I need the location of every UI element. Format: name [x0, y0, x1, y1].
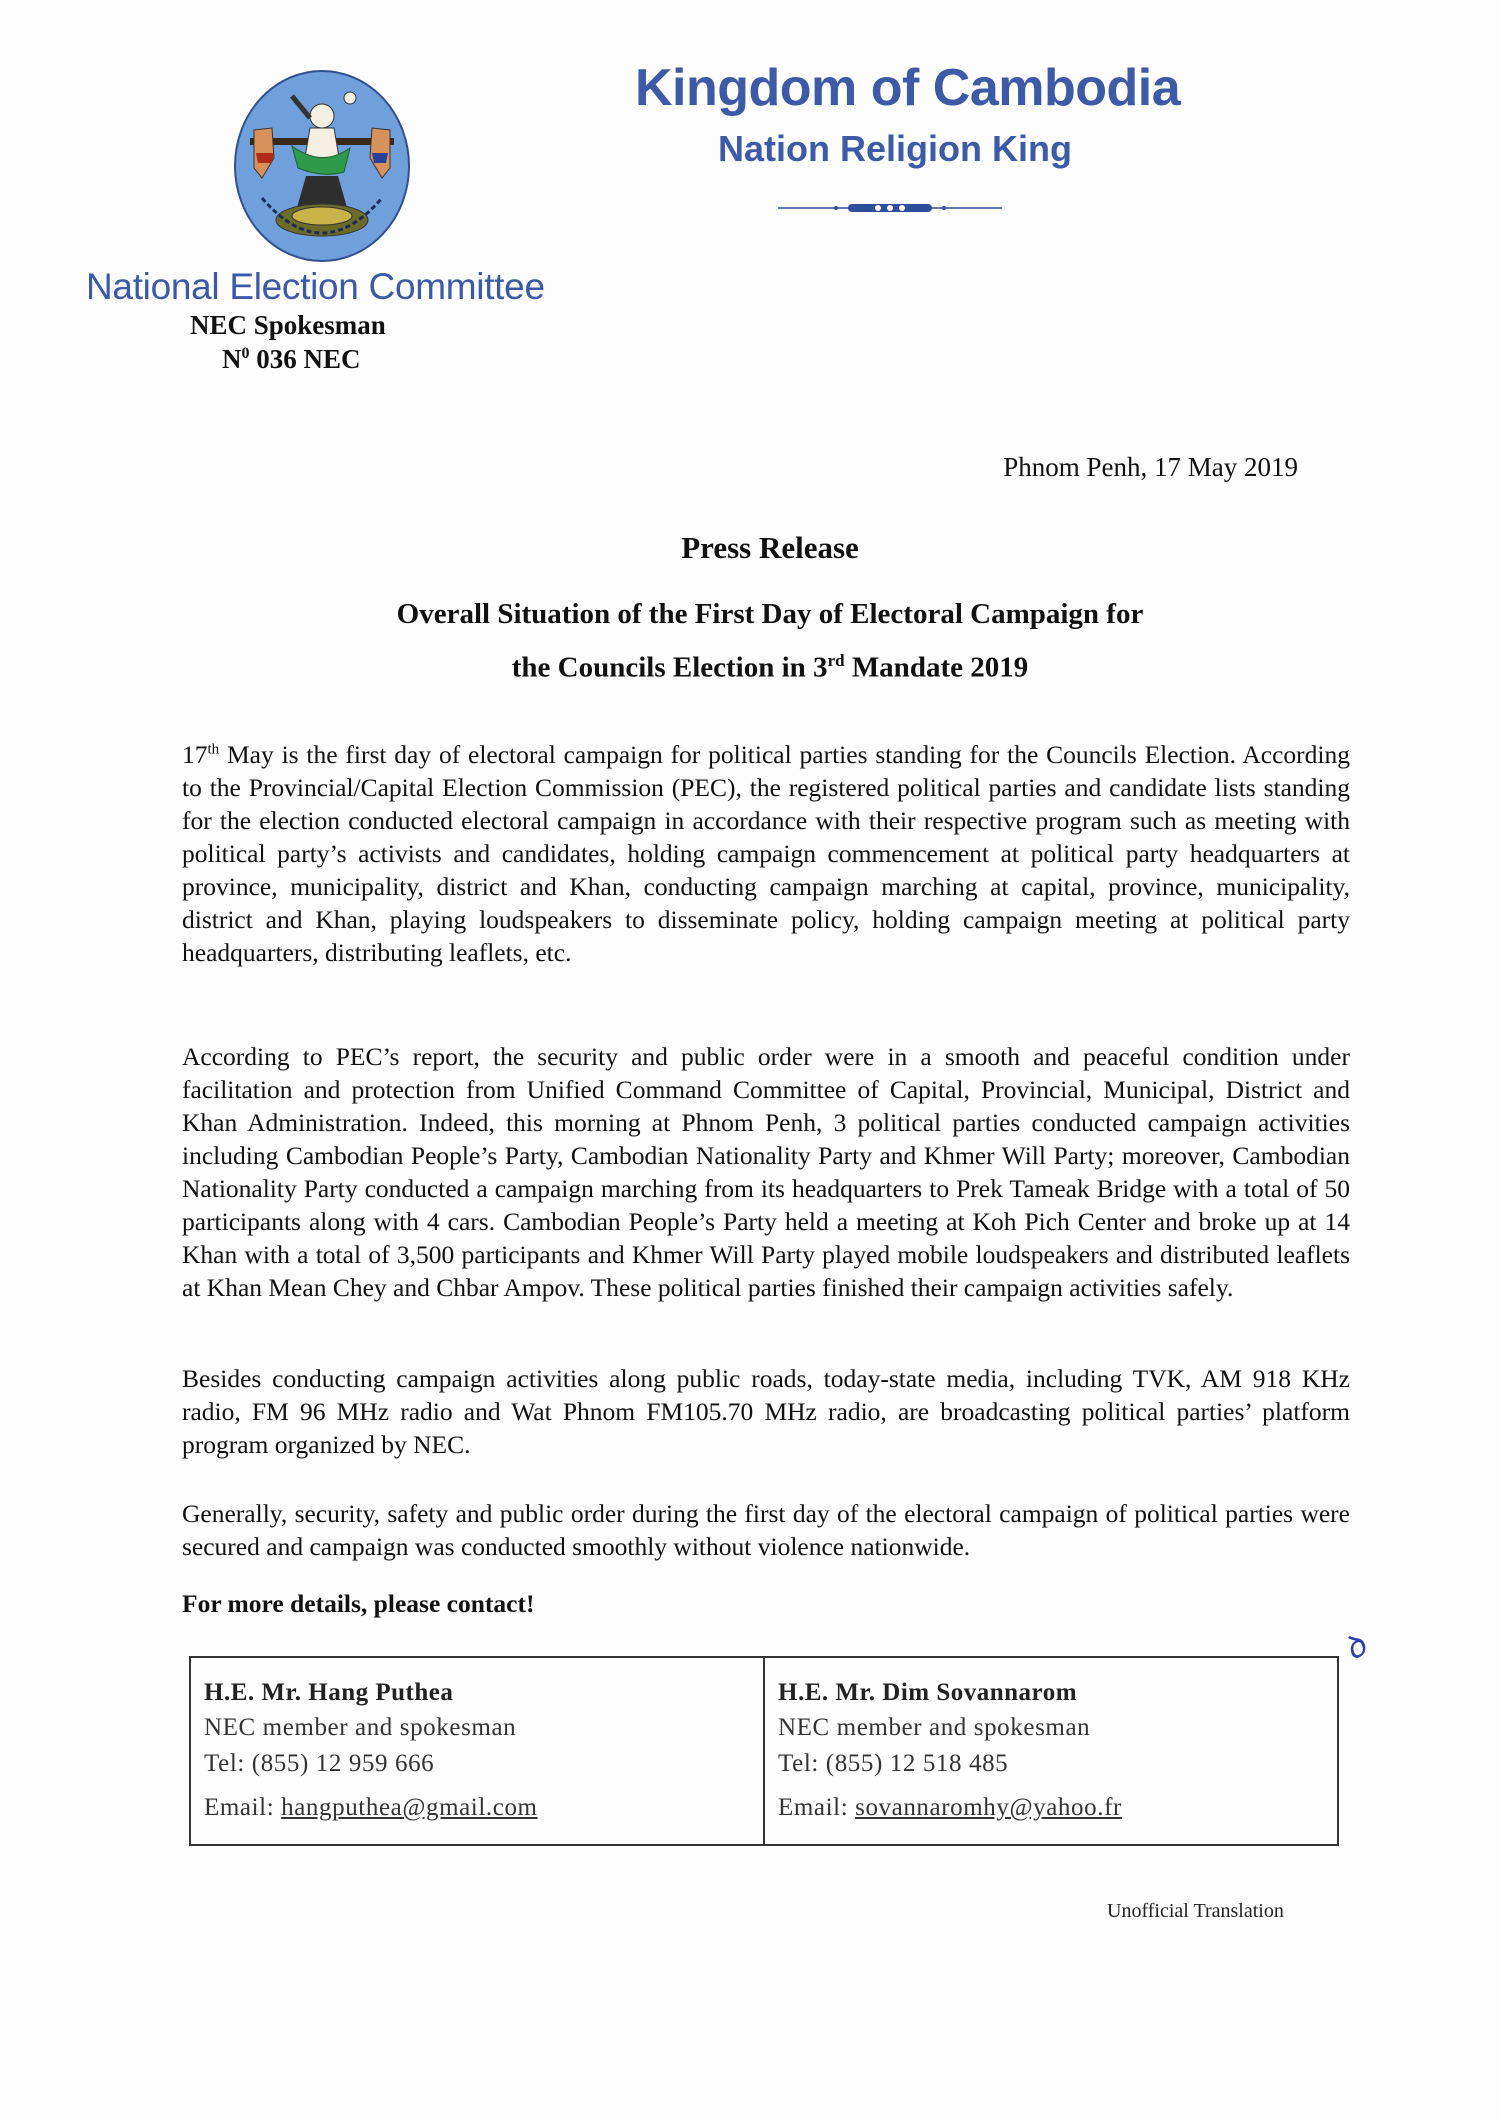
contact-email-link[interactable]: sovannaromhy@yahoo.fr: [855, 1794, 1122, 1821]
reference-value: 036 NEC: [249, 344, 361, 374]
nec-emblem-icon: [232, 68, 412, 264]
translation-note: Unofficial Translation: [1107, 1900, 1284, 1922]
organization-name: National Election Committee: [86, 266, 545, 307]
paragraph-1-day: 17: [182, 740, 208, 769]
date-line: Phnom Penh, 17 May 2019: [1003, 452, 1298, 482]
paragraph-2: According to PEC’s report, the security and public order were in a smooth and peaceful condition under facilitation and protection from Unified Command Committee of Capital, Provincial, Municipal, District and Khan Administration. Indeed, this morning at Phnom Penh, 3 political parties conducted campaign activities including Cambodian People’s Party, Cambodian Nationality Party and Khmer Will Party; moreover, Cambodian Nationality Party conducted a campaign marching from its headquarters to Prek Tameak Bridge with a total of 50 participants along with 4 cars. Cambodian People’s Party held a meeting at Koh Pich Center and broke up at 14 Khan with a total of 3,500 participants and Khmer Will Party played mobile loudspeakers and distributed leaflets at Khan Mean Chey and Chbar Ampov. These political parties finished their campaign activities safely.: [182, 1042, 1350, 1302]
contact-card: [191, 1658, 763, 1844]
paragraph-1-text: May is the first day of electoral campaign for political parties standing for the Councils Election. According to the Provincial/Capital Election Commission (PEC), the registered political parties and candidate lists standing for the election conducted electoral campaign in accordance with their respective program such as meeting with political party’s activists and candidates, holding campaign commencement at political party headquarters at province, municipality, district and Khan, conducting campaign marching at capital, province, municipality, district and Khan, playing loudspeakers to disseminate policy, holding campaign meeting at political party headquarters, distributing leaflets, etc.: [182, 740, 1350, 967]
contact-name: H.E. Mr. Dim Sovannarom: [778, 1679, 1078, 1706]
email-label: Email:: [204, 1794, 282, 1821]
country-heading: Kingdom of Cambodia: [635, 59, 1181, 117]
contact-phone: Tel: (855) 12 959 666: [204, 1750, 435, 1777]
subtitle-text: the Councils Election in 3: [511, 651, 828, 684]
contact-role: NEC member and spokesman: [204, 1714, 517, 1741]
paragraph-1: [182, 738, 1350, 969]
reference-prefix: N: [222, 344, 242, 374]
reference-number: [222, 344, 361, 375]
contact-role: NEC member and spokesman: [778, 1714, 1091, 1741]
document-subtitle-line-1: Overall Situation of the First Day of Electoral Campaign for: [396, 598, 1144, 630]
decorative-divider-icon: [778, 200, 1002, 216]
paragraph-1-superscript: th: [207, 741, 220, 758]
reference-superscript: 0: [241, 345, 250, 362]
contact-name: H.E. Mr. Hang Puthea: [204, 1679, 454, 1706]
contact-email-row: [204, 1790, 751, 1826]
subtitle-text-end: Mandate 2019: [844, 651, 1029, 684]
contact-phone: Tel: (855) 12 518 485: [778, 1750, 1009, 1777]
document-subtitle-line-2: [0, 651, 1500, 685]
paragraph-4: Generally, security, safety and public order during the first day of the electoral campaign of political parties were secured and campaign was conducted smoothly without violence nationwide.: [182, 1499, 1350, 1561]
contact-email-row: [778, 1790, 1325, 1826]
document-title: Press Release: [681, 530, 859, 565]
email-label: Email:: [778, 1794, 856, 1821]
subtitle-superscript: rd: [827, 651, 845, 670]
national-motto: Nation Religion King: [718, 128, 1072, 169]
handwritten-initials: ꝺ: [1337, 1625, 1373, 1669]
contact-email-link[interactable]: hangputhea@gmail.com: [281, 1794, 538, 1821]
paragraph-3: Besides conducting campaign activities along public roads, today-state media, including TVK, AM 918 KHz radio, FM 96 MHz radio and Wat Phnom FM105.70 MHz radio, are broadcasting political parties’ platform program organized by NEC.: [182, 1364, 1350, 1459]
contact-heading: For more details, please contact!: [182, 1589, 535, 1618]
office-name: NEC Spokesman: [190, 310, 386, 340]
contact-table: [189, 1656, 1339, 1846]
contact-card: [763, 1658, 1337, 1844]
